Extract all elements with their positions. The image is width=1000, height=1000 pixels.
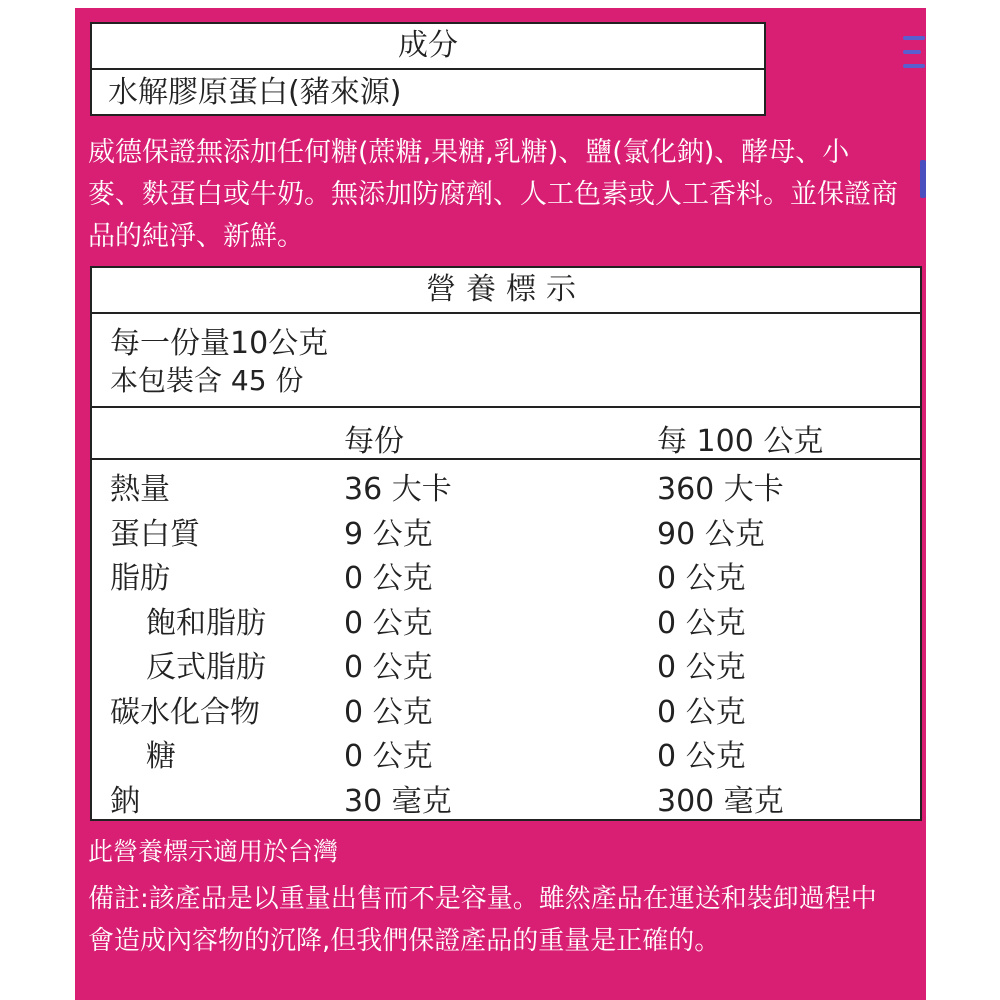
- nutrient-name: 鈉: [110, 783, 140, 819]
- nutrient-per-100g: 0 公克: [657, 694, 746, 730]
- nutrient-name: 飽和脂肪: [146, 605, 266, 641]
- nutrient-per-100g: 300 毫克: [657, 783, 784, 819]
- nutrient-per-100g: 0 公克: [657, 650, 746, 685]
- ingredients-header: 成分: [92, 24, 764, 70]
- serving-size: 每一份量10公克: [110, 326, 329, 361]
- nutrient-per-100g: 0 公克: [657, 561, 746, 596]
- nutrient-per-serving: 0 公克: [344, 650, 433, 685]
- nutrition-rows: [92, 460, 920, 819]
- nutrient-name: 脂肪: [110, 561, 170, 596]
- applicability-note: 此營養標示適用於台灣: [88, 837, 339, 866]
- no-additive-claim: 威德保證無添加任何糖(蔗糖,果糖,乳糖)、鹽(氯化鈉)、酵母、小麥、麩蛋白或牛奶。無添加防腐劑、人工色素或人工香料。並保證商品的純淨、新鮮。: [88, 137, 898, 252]
- nutrient-per-serving: 9 公克: [344, 516, 433, 552]
- ingredients-content: 水解膠原蛋白(豬來源): [108, 75, 402, 110]
- nutrient-per-serving: 0 公克: [344, 694, 433, 730]
- nutrition-row: [92, 683, 920, 728]
- nutrition-row: [92, 638, 920, 683]
- nutrient-per-100g: 360 大卡: [657, 472, 784, 507]
- col-per-100g: 每 100 公克: [657, 424, 824, 459]
- nutrition-row: [92, 549, 920, 594]
- nutrition-row: [92, 727, 920, 772]
- nutrition-row: [92, 460, 920, 505]
- serving-info: [92, 314, 920, 408]
- servings-per-pack: 本包裝含 45 份: [110, 364, 304, 397]
- remark-text: 備註:該產品是以重量出售而不是容量。雖然產品在運送和裝卸過程中會造成內容物的沉降,但我們保證產品的重量是正確的。: [88, 884, 877, 956]
- nutrition-row: [92, 772, 920, 817]
- nutrient-per-100g: 0 公克: [657, 605, 746, 641]
- ingredients-box: [90, 22, 766, 116]
- nutrition-facts-box: [90, 266, 922, 821]
- nutrition-row: [92, 594, 920, 639]
- nutrition-title: 營養標示: [92, 268, 920, 314]
- menu-icon: [903, 30, 925, 90]
- nutrient-name: 蛋白質: [110, 516, 200, 552]
- nutrient-per-serving: 30 毫克: [344, 783, 452, 819]
- nutrient-name: 反式脂肪: [146, 650, 266, 685]
- nutrient-per-serving: 36 大卡: [344, 472, 452, 507]
- nutrient-per-100g: 90 公克: [657, 516, 765, 552]
- nutrient-name: 碳水化合物: [110, 694, 260, 730]
- col-per-serving: 每份: [344, 424, 404, 459]
- nutrient-name: 糖: [146, 739, 176, 774]
- nutrient-per-serving: 0 公克: [344, 605, 433, 641]
- nutrient-name: 熱量: [110, 472, 170, 507]
- nutrition-row: [92, 505, 920, 550]
- nutrient-per-serving: 0 公克: [344, 739, 433, 774]
- nutrient-per-serving: 0 公克: [344, 561, 433, 596]
- edge-decoration: [920, 160, 926, 198]
- nutrition-column-headers: [92, 408, 920, 460]
- nutrient-per-100g: 0 公克: [657, 739, 746, 774]
